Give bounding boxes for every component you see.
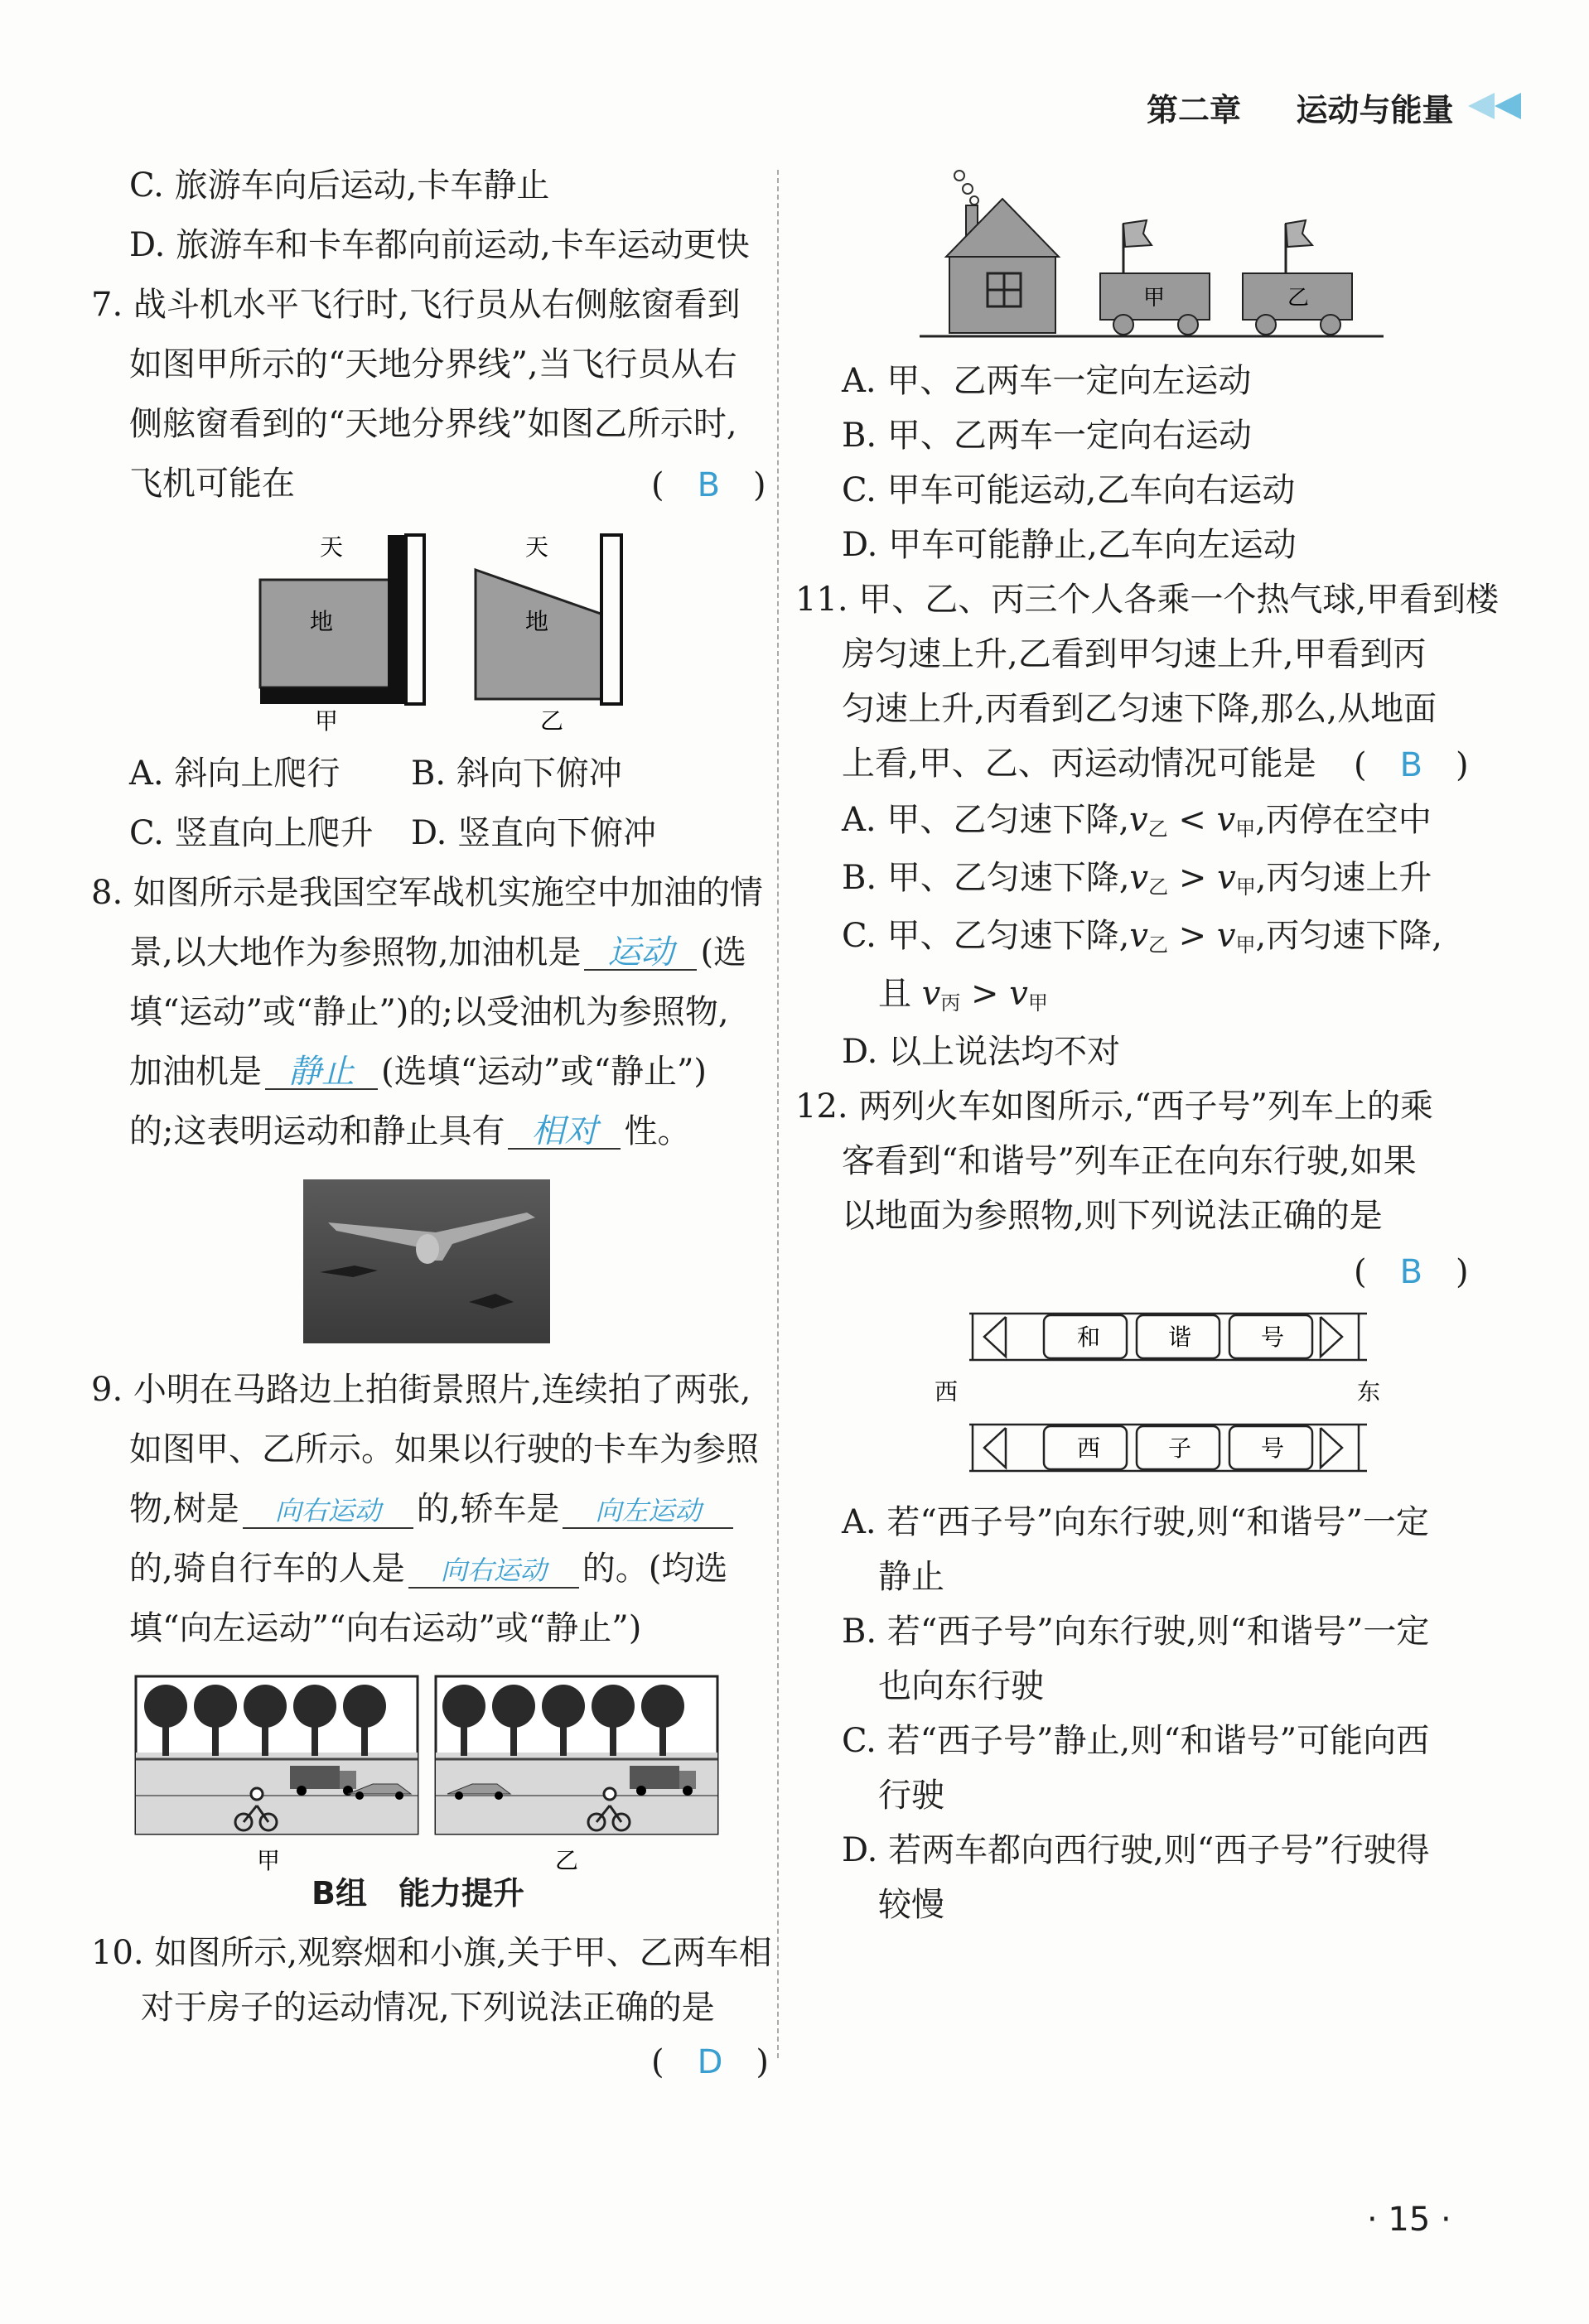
direction-east: 东 — [1357, 1378, 1381, 1405]
page-number: · 15 · — [1367, 2201, 1451, 2239]
q10-answer: D — [697, 2043, 723, 2081]
q12-option-b1: B. 若“西子号”向东行驶,则“和谐号”一定 — [842, 1613, 1430, 1651]
q7-line1: 7. 战斗机水平飞行时,飞行员从右侧舷窗看到 — [91, 286, 741, 324]
q7-ground-label-a: 地 — [310, 608, 334, 635]
q11-option-b: B. 甲、乙匀速下降$,v_乙 > v_甲$,丙匀速上升 — [842, 859, 1432, 899]
q9-photo-b — [436, 1676, 717, 1834]
train-xizi-char3: 号 — [1261, 1434, 1285, 1462]
q8-refueling-photo — [303, 1179, 550, 1343]
q7-line3: 侧舷窗看到的“天地分界线”如图乙所示时, — [129, 405, 737, 443]
q7-sky-label-a: 天 — [320, 533, 344, 561]
header-arrow-icon — [1465, 89, 1524, 123]
q9-line5: 填“向左运动”“向右运动”或“静止”) — [129, 1609, 642, 1647]
q10-house-cars-figure — [911, 166, 1392, 346]
smoke-icon — [954, 171, 978, 205]
q12-option-c2: 行驶 — [878, 1777, 944, 1815]
q8-line3: 填“运动”或“静止”)的;以受油机为参照物, — [129, 993, 729, 1031]
direction-west: 西 — [935, 1378, 959, 1405]
flag-b-icon — [1286, 220, 1312, 247]
q7-label-b: 乙 — [540, 707, 564, 735]
q9-blank1: 向右运动 — [243, 1494, 413, 1529]
q10-option-b: B. 甲、乙两车一定向右运动 — [842, 417, 1252, 455]
q6-option-d: D. 旅游车和卡车都向前运动,卡车运动更快 — [129, 226, 750, 264]
q11-option-c: C. 甲、乙匀速下降$,v_乙 > v_甲$,丙匀速下降, — [842, 917, 1442, 957]
q7-label-a: 甲 — [315, 707, 339, 735]
train-xizi-char1: 西 — [1077, 1434, 1101, 1462]
q12-option-c1: C. 若“西子号”静止,则“和谐号”可能向西 — [842, 1722, 1430, 1760]
q9-line2: 如图甲、乙所示。如果以行驶的卡车为参照 — [129, 1430, 759, 1468]
car-b-icon — [1243, 220, 1352, 335]
house-icon — [946, 199, 1059, 333]
q11-line1: 11. 甲、乙、丙三个人各乘一个热气球,甲看到楼 — [795, 581, 1500, 619]
q7-option-d: D. 竖直向下俯冲 — [411, 814, 657, 852]
q10-option-d: D. 甲车可能静止,乙车向左运动 — [842, 526, 1297, 564]
q11-answer: B — [1399, 746, 1423, 784]
q12-option-d1: D. 若两车都向西行驶,则“西子号”行驶得 — [842, 1831, 1430, 1869]
q7-answer: B — [697, 466, 721, 504]
q12-option-d2: 较慢 — [878, 1886, 944, 1924]
q12-option-b2: 也向东行驶 — [878, 1667, 1044, 1705]
q9-street-figure — [133, 1673, 722, 1880]
train-hexie-char2: 谐 — [1168, 1324, 1192, 1351]
q11-line3: 匀速上升,丙看到乙匀速下降,那么,从地面 — [842, 690, 1437, 728]
q8-blank3: 相对 — [508, 1115, 621, 1150]
q9-label-a: 甲 — [257, 1847, 281, 1874]
q12-line2: 客看到“和谐号”列车正在向东行驶,如果 — [842, 1142, 1417, 1180]
q7-ground-label-b: 地 — [525, 608, 549, 635]
q12-option-a2: 静止 — [878, 1558, 944, 1596]
q11-line2: 房匀速上升,乙看到甲匀速上升,甲看到丙 — [842, 635, 1427, 673]
q8-line2: 景,以大地作为参照物,加油机是 运动 (选 — [129, 933, 747, 972]
q9-line4: 的,骑自行车的人是 向右运动 的。(均选 — [129, 1550, 728, 1588]
q9-blank3: 向右运动 — [408, 1554, 579, 1589]
q9-line3: 物,树是 向右运动 的,轿车是 向左运动 — [129, 1489, 737, 1529]
car-a-label: 甲 — [1143, 286, 1166, 311]
section-b-title: B组 能力提升 — [312, 1875, 524, 1912]
q8-line1: 8. 如图所示是我国空军战机实施空中加油的情 — [91, 874, 763, 912]
q12-line3: 以地面为参照物,则下列说法正确的是 — [842, 1197, 1383, 1235]
q8-blank1: 运动 — [584, 936, 697, 971]
q10-answer-bracket: ( D ) — [651, 2043, 770, 2081]
q9-photo-a — [136, 1676, 418, 1834]
q12-line1: 12. 两列火车如图所示,“西子号”列车上的乘 — [795, 1087, 1433, 1126]
q9-label-b: 乙 — [555, 1847, 579, 1874]
q10-line1: 10. 如图所示,观察烟和小旗,关于甲、乙两车相 — [91, 1934, 772, 1972]
q8-blank2: 静止 — [265, 1055, 378, 1090]
q8-line5: 的;这表明运动和静止具有 相对 性。 — [129, 1112, 691, 1150]
q7-option-b: B. 斜向下俯冲 — [411, 755, 622, 793]
q12-answer: B — [1399, 1253, 1423, 1291]
q7-sky-label-b: 天 — [525, 533, 549, 561]
q7-option-c: C. 竖直向上爬升 — [129, 814, 374, 852]
q9-line1: 9. 小明在马路边上拍街景照片,连续拍了两张, — [91, 1371, 751, 1409]
q11-option-d: D. 以上说法均不对 — [842, 1033, 1121, 1071]
flag-a-icon — [1123, 220, 1152, 247]
train-hexie-char1: 和 — [1077, 1324, 1101, 1351]
q7-figure-b — [476, 533, 621, 735]
q11-answer-bracket: ( B ) — [1354, 746, 1469, 784]
train-hexie-char3: 号 — [1261, 1324, 1285, 1351]
q12-trains-figure — [920, 1300, 1384, 1499]
car-a-icon — [1100, 220, 1210, 335]
q7-line2: 如图甲所示的“天地分界线”,当飞行员从右 — [129, 345, 737, 383]
q12-answer-bracket: ( B ) — [1354, 1253, 1469, 1291]
q6-option-c: C. 旅游车向后运动,卡车静止 — [129, 166, 550, 205]
chapter-number: 第二章 — [1147, 92, 1242, 128]
q8-line4: 加油机是 静止 (选填“运动”或“静止”) — [129, 1053, 708, 1091]
q7-line4: 飞机可能在 — [129, 465, 295, 503]
q7-figure — [249, 522, 630, 737]
q11-option-c-cont: 且 $v_丙 > v_甲$ — [878, 975, 1048, 1015]
q10-option-c: C. 甲车可能运动,乙车向右运动 — [842, 471, 1296, 509]
q10-option-a: A. 甲、乙两车一定向左运动 — [842, 362, 1252, 400]
chapter-title: 运动与能量 — [1296, 92, 1454, 128]
car-b-label: 乙 — [1287, 286, 1310, 311]
train-xizi-char2: 子 — [1168, 1434, 1192, 1462]
q12-option-a1: A. 若“西子号”向东行驶,则“和谐号”一定 — [842, 1503, 1429, 1541]
q9-blank2: 向左运动 — [563, 1494, 733, 1529]
q11-option-a: A. 甲、乙匀速下降$,v_乙 < v_甲$,丙停在空中 — [842, 801, 1432, 841]
q7-option-a: A. 斜向上爬行 — [129, 755, 340, 793]
q11-line4: 上看,甲、乙、丙运动情况可能是 — [842, 745, 1316, 783]
column-divider — [777, 170, 779, 2058]
q7-figure-a — [260, 533, 424, 735]
q7-answer-bracket: ( B ) — [651, 466, 766, 504]
q10-line2: 对于房子的运动情况,下列说法正确的是 — [141, 1989, 715, 2027]
header — [1147, 84, 1454, 130]
